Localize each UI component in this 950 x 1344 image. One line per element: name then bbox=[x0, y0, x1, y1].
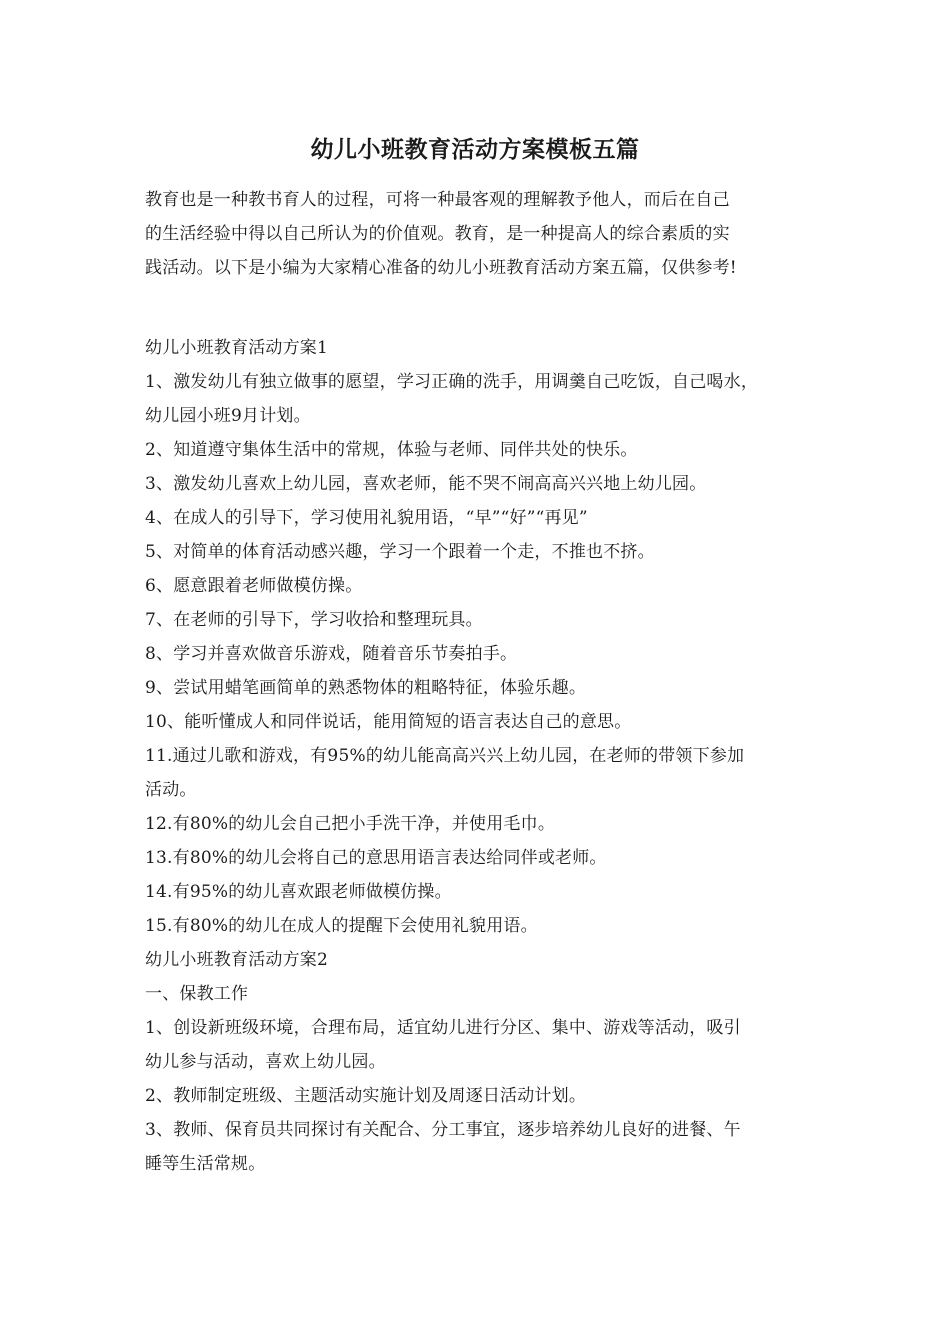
intro-line: 践活动。以下是小编为大家精心准备的幼儿小班教育活动方案五篇，仅供参考! bbox=[145, 258, 737, 278]
body-line: 1、创设新班级环境，合理布局，适宜幼儿进行分区、集中、游戏等活动，吸引 bbox=[145, 1018, 741, 1038]
body-line: 10、能听懂成人和同伴说话，能用简短的语言表达自己的意思。 bbox=[145, 712, 632, 732]
intro-paragraph bbox=[145, 183, 815, 285]
body-line: 幼儿参与活动，喜欢上幼儿园。 bbox=[145, 1052, 386, 1072]
body-line: 3、教师、保育员共同探讨有关配合、分工事宜，逐步培养幼儿良好的进餐、午 bbox=[145, 1120, 741, 1140]
subsection-heading: 一、保教工作 bbox=[145, 984, 249, 1004]
body-line: 3、激发幼儿喜欢上幼儿园，喜欢老师，能不哭不闹高高兴兴地上幼儿园。 bbox=[145, 474, 707, 494]
body-line: 4、在成人的引导下，学习使用礼貌用语，“早”“好”“再见” bbox=[145, 508, 588, 528]
body-line: 14.有95%的幼儿喜欢跟老师做模仿操。 bbox=[145, 882, 452, 902]
body-line: 活动。 bbox=[145, 780, 197, 800]
body-line: 睡等生活常规。 bbox=[145, 1154, 266, 1174]
section-heading: 幼儿小班教育活动方案1 bbox=[145, 338, 329, 358]
body-line: 15.有80%的幼儿在成人的提醒下会使用礼貌用语。 bbox=[145, 916, 538, 936]
body-line: 13.有80%的幼儿会将自己的意思用语言表达给同伴或老师。 bbox=[145, 848, 607, 868]
body-line: 5、对简单的体育活动感兴趣，学习一个跟着一个走，不推也不挤。 bbox=[145, 542, 655, 562]
body-line: 2、知道遵守集体生活中的常规，体验与老师、同伴共处的快乐。 bbox=[145, 440, 638, 460]
body-line: 11.通过儿歌和游戏，有95%的幼儿能高高兴兴上幼儿园，在老师的带领下参加 bbox=[145, 746, 745, 766]
intro-line: 的生活经验中得以自己所认为的价值观。教育，是一种提高人的综合素质的实 bbox=[145, 224, 730, 244]
body-line: 2、教师制定班级、主题活动实施计划及周逐日活动计划。 bbox=[145, 1086, 587, 1106]
body-line: 6、愿意跟着老师做模仿操。 bbox=[145, 576, 363, 596]
intro-line: 教育也是一种教书育人的过程，可将一种最客观的理解教予他人，而后在自己 bbox=[145, 190, 730, 210]
body-line: 12.有80%的幼儿会自己把小手洗干净，并使用毛巾。 bbox=[145, 814, 556, 834]
document-title: 幼儿小班教育活动方案模板五篇 bbox=[310, 136, 640, 163]
document-body bbox=[145, 331, 825, 1181]
body-line: 1、激发幼儿有独立做事的愿望，学习正确的洗手，用调羹自己吃饭，自己喝水， bbox=[145, 372, 759, 392]
section-heading: 幼儿小班教育活动方案2 bbox=[145, 950, 329, 970]
body-line: 9、尝试用蜡笔画简单的熟悉物体的粗略特征，体验乐趣。 bbox=[145, 678, 587, 698]
body-line: 7、在老师的引导下，学习收拾和整理玩具。 bbox=[145, 610, 483, 630]
body-line: 幼儿园小班9月计划。 bbox=[145, 406, 311, 426]
body-line: 8、学习并喜欢做音乐游戏，随着音乐节奏拍手。 bbox=[145, 644, 518, 664]
